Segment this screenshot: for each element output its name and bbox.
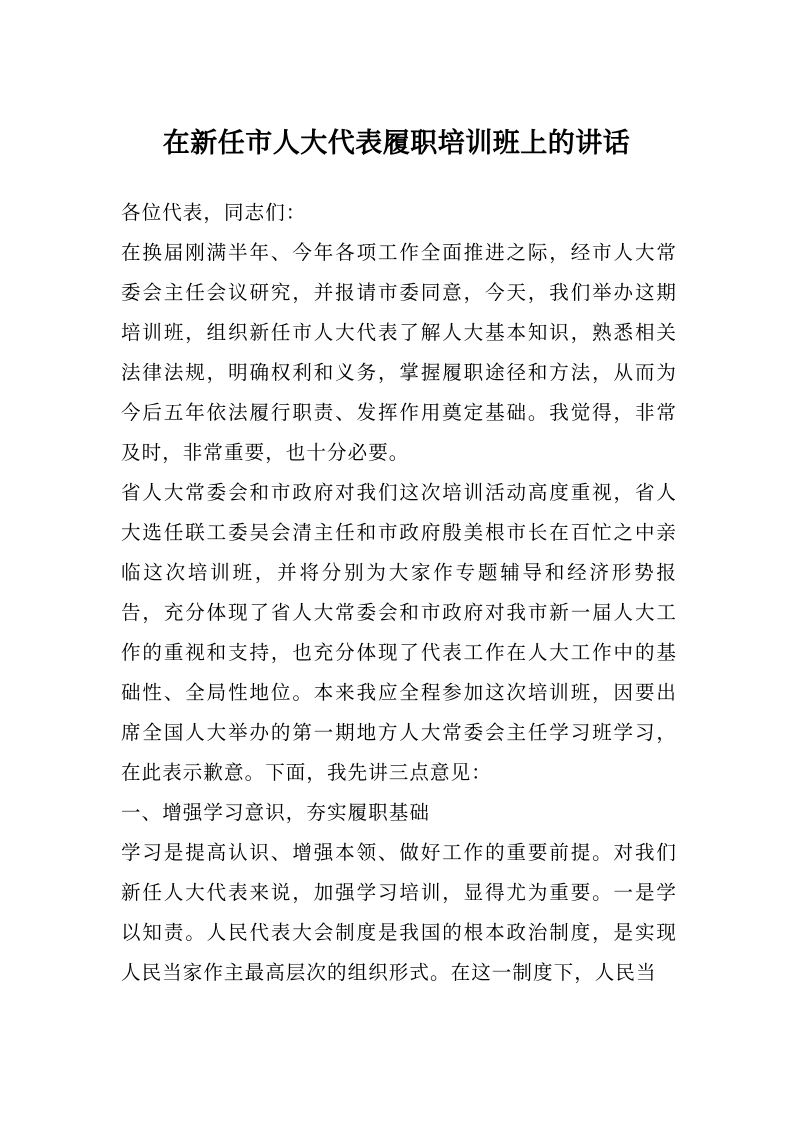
body-paragraph-1: 在换届刚满半年、今年各项工作全面推进之际，经市人大常委会主任会议研究，并报请市委同意，今天，我们举办这期培训班，组织新任市人大代表了解人大基本知识，熟悉相关法律法规，明确权利和义务，掌握履职途径和方法，从而为今后五年依法履行职责、发挥作用奠定基础。我觉得，非常及时，非常重要，也十分必要。 <box>121 241 677 464</box>
body-paragraph-2: 省人大常委会和市政府对我们这次培训活动高度重视，省人大选任联工委吴会清主任和市政府殷美根市长在百忙之中亲临这次培训班，并将分别为大家作专题辅导和经济形势报告，充分体现了省人大常委会和市政府对我市新一届人大工作的重视和支持，也充分体现了代表工作在人大工作中的基础性、全局性地位。本来我应全程参加这次培训班，因要出席全国人大举办的第一期地方人大常委会主任学习班学习，在此表示歉意。下面，我先讲三点意见： <box>121 481 677 784</box>
section-paragraph: 学习是提高认识、增强本领、做好工作的重要前提。对我们新任人大代表来说，加强学习培训，显得尤为重要。一是学以知责。人民代表大会制度是我国的根本政治制度，是实现人民当家作主最高层次的组织形式。在这一制度下，人民当 <box>121 841 677 984</box>
section-heading: 一、增强学习意识，夯实履职基础 <box>121 801 431 824</box>
document-title: 在新任市人大代表履职培训班上的讲话 <box>162 128 631 159</box>
document-body <box>121 193 677 993</box>
salutation: 各位代表，同志们： <box>121 201 307 224</box>
